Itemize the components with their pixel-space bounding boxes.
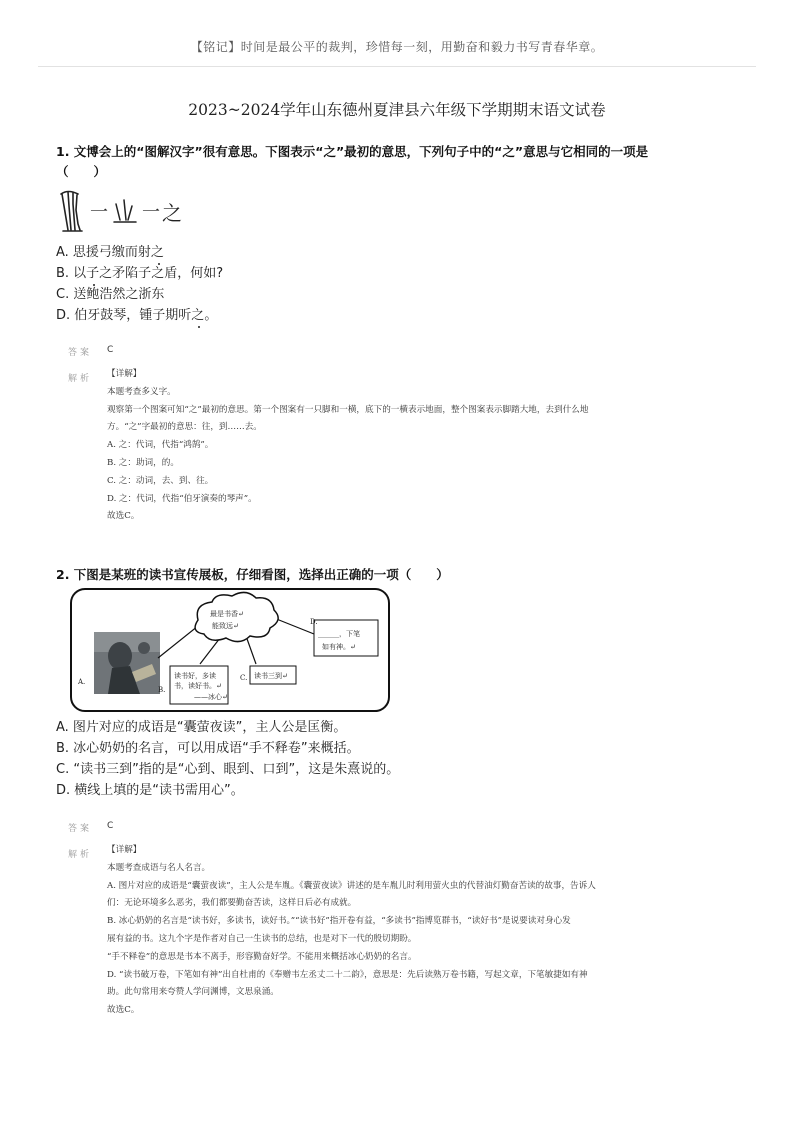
q1-answer-label: 答案 [68,348,93,358]
q1-analysis-line: A. 之：代词，代指“鸿鹄”。 [107,440,214,451]
question-1-paren: （ ） [56,164,107,179]
poster-note-b-line2: 书，读好书。↵ [174,682,222,690]
q1-option-b-part1: B. 以子之矛陷子 [56,266,152,281]
header-divider [38,66,756,67]
q2-option-d[interactable]: D. 横线上填的是“读书需用心”。 [56,783,244,798]
foot-pictograph-icon [61,192,82,232]
poster-note-b-line3: ——冰心↵ [194,693,228,701]
q1-option-a[interactable]: A. 思援弓缴而射之 [56,245,164,260]
q2-analysis-line: 们：无论环境多么恶劣，我们都要勤奋苦读，这样日后必有成就。 [107,898,357,909]
q1-option-c-part3: 浩然之浙东 [99,287,165,302]
q2-option-c[interactable]: C. “读书三到”指的是“心到、眼到、口到”，这是朱熹说的。 [56,762,400,777]
q2-analysis-line: 助。此句常用来夸赞人学问渊博，文思泉涌。 [107,987,279,998]
q1-analysis-line: B. 之：助词，的。 [107,457,179,468]
q1-analysis-line: C. 之：动词，去、到、往。 [107,475,214,486]
q2-analysis-line: 【详解】 [107,845,142,855]
q2-analysis-line: A. 图片对应的成语是“囊萤夜读”，主人公是车胤。《囊萤夜读》讲述的是车胤儿时利用萤火虫的代替油灯勤奋苦读的故事，告诉人 [107,880,596,891]
q2-answer-value: C [107,821,114,831]
q2-answer-label: 答案 [68,824,93,834]
zhi-evolution-figure [58,190,188,234]
q1-analysis-line: 本题考查多义字。 [107,386,176,397]
poster-cloud-line2: 能致远↵ [212,622,239,630]
q1-option-d-part2: 锺子期听 [139,308,192,323]
q1-option-d[interactable] [56,307,217,325]
poster-note-b [170,666,228,704]
q2-analysis-line: 展有益的书。这九个字是作者对自己一生读书的总结，也是对下一代的殷切期盼。 [107,933,417,944]
q2-analysis-line: D. “读书破万卷，下笔如有神”出自杜甫的《奉赠韦左丞丈二十二韵》，意思是：先后读熟万卷书籍，写起文章，下笔敏捷如有神 [107,969,588,980]
poster-label-c: C. [240,674,248,682]
q1-option-c-part1: C. 送 [56,287,87,302]
q1-option-d-part4: 。 [204,308,218,323]
reading-poster-figure [70,588,390,712]
q1-option-c[interactable] [56,286,164,304]
arrow-2-char: 一 [142,202,160,223]
q1-option-b[interactable] [56,265,223,283]
q2-analysis-line: 故选C。 [107,1005,140,1016]
q2-option-a[interactable]: A. 图片对应的成语是“囊萤夜读”，主人公是匡衡。 [56,720,347,735]
question-2-stem: 2. 下图是某班的读书宣传展板，仔细看图，选择出正确的一项（ ） [56,567,449,582]
modern-zhi-char: 之 [162,201,182,225]
question-1-stem [56,142,648,182]
q1-analysis-line: 方。“之”字最初的意思：往，到……去。 [107,422,262,433]
arrow-1-char: 一 [90,202,108,223]
q1-option-d-dotted-char: 之 [191,308,205,323]
q2-analysis-line: B. 冰心奶奶的名言是“读书好，多读书，读好书。”“读书好”指开卷有益，“多读书”指博览群书，“读好书”是说要读对身心发 [107,916,571,927]
poster-note-d [314,620,378,656]
q2-analysis-line: “手不释卷”的意思是书本不离手，形容勤奋好学。不能用来概括冰心奶奶的名言。 [107,951,417,962]
poster-label-d: D. [310,618,318,626]
q1-analysis [107,366,588,526]
poster-note-c-text: 读书三到↵ [254,672,288,680]
q1-option-b-part3: 盾，何如? [164,266,224,281]
poster-label-b: B. [158,686,166,694]
poster-note-d-line1: ______，下笔 [318,630,360,638]
q1-option-d-part1: D. 伯牙鼓琴， [56,308,140,323]
q2-analysis-label: 解析 [68,850,93,860]
q2-analysis-line: 本题考查成语与名人名言。 [107,862,211,873]
poster-label-a: A. [78,678,86,686]
poster-note-b-line1: 读书好，多读 [174,672,216,680]
q2-analysis [107,842,596,1020]
q1-option-b-dotted-char: 之 [151,266,165,281]
q1-analysis-line: 观察第一个图案可知“之”最初的意思。第一个图案有一只脚和一横，底下的一横表示地面，整个图案表示脚踏大地，去到什么地 [107,404,589,415]
poster-photo [94,632,160,694]
poster-note-c [250,666,296,684]
poster-note-d-line2: 如有神。↵ [322,643,356,651]
q1-option-c-dotted-char: 鲍 [86,287,100,302]
document-title: 2023~2024学年山东德州夏津县六年级下学期期末语文试卷 [188,101,606,119]
q1-analysis-line: D. 之：代词，代指“伯牙演奏的琴声”。 [107,493,257,504]
q1-analysis-line: 故选C。 [107,511,140,522]
q1-analysis-line: 【详解】 [107,369,142,379]
q1-analysis-label: 解析 [68,374,93,384]
q1-answer-value: C [107,345,114,355]
oracle-zhi-icon [114,200,136,222]
q2-option-b[interactable]: B. 冰心奶奶的名言，可以用成语“手不释卷”来概括。 [56,741,360,756]
poster-cloud-line1: 最是书香↵ [210,610,244,618]
question-1-text: 1. 文博会上的“图解汉字”很有意思。下图表示“之”最初的意思，下列句子中的“之”意思与它相同的一项是 [56,144,649,159]
motto-banner: 【铭记】时间是最公平的裁判，珍惜每一刻，用勤奋和毅力书写青春华章。 [190,40,604,54]
